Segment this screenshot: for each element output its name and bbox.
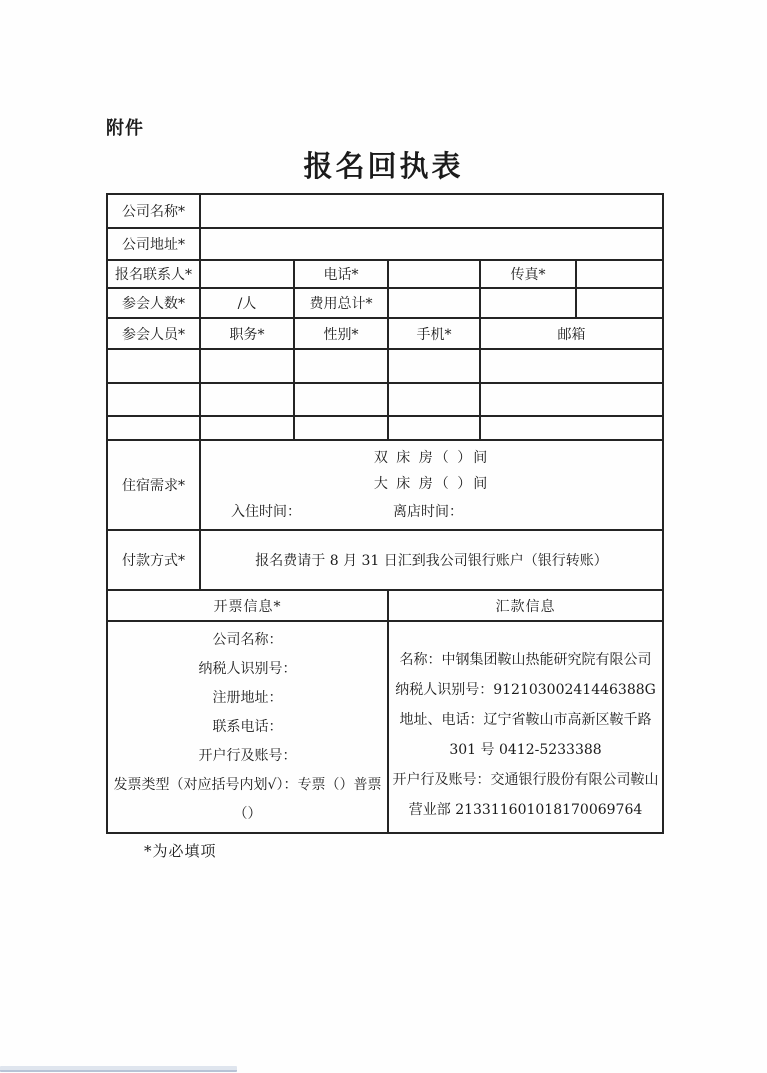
empty-cell [200,383,294,416]
phone-value-cell [388,260,480,288]
attendee-gender-header: 性别* [294,318,388,349]
twin-room-line: 双 床 房（ ）间 [373,450,490,466]
empty-cell [200,349,294,383]
remittance-line: 开户行及账号：交通银行股份有限公司鞍山营业部 213311601018170069764 [392,772,659,818]
invoice-info-header: 开票信息* [107,590,388,621]
attendee-title-header: 职务* [200,318,294,349]
payment-instruction-cell [200,530,663,590]
remittance-info-cell [388,621,663,833]
horizontal-scrollbar-thumb[interactable] [0,1066,237,1072]
phone-label: 电话* [294,260,388,288]
empty-cell [200,416,294,440]
section-header-row [107,590,663,621]
payment-instruction: 报名费请于 8 月 31 日汇到我公司银行账户（银行转账） [255,553,608,569]
empty-cell [480,383,663,416]
attendee-name-header: 参会人员* [107,318,200,349]
accommodation-label: 住宿需求* [107,440,200,530]
empty-cell [388,416,480,440]
empty-cell [480,349,663,383]
remittance-line: 地址、电话：辽宁省鞍山市高新区鞍千路 301 号 0412-5233388 [399,712,652,758]
company-address-label: 公司地址* [107,228,200,260]
payment-label: 付款方式* [107,530,200,590]
table-row [107,288,663,318]
empty-cell [107,383,200,416]
invoice-line: 纳税人识别号： [198,660,297,677]
registration-form-table [106,193,664,834]
invoice-line: 注册地址： [212,689,283,706]
payment-row [107,530,663,590]
empty-cell [294,349,388,383]
invoice-line: 公司名称： [212,631,283,648]
attendee-mobile-header: 手机* [388,318,480,349]
empty-cell [107,349,200,383]
total-fee-value-cell [388,288,480,318]
attendee-empty-row [107,416,663,440]
attendee-empty-row [107,383,663,416]
remittance-line: 纳税人识别号：91210300241446388G [395,682,656,698]
invoice-line: 发票类型（对应括号内划√）：专票（）普票（） [113,776,382,822]
contact-label: 报名联系人* [107,260,200,288]
accommodation-row [107,440,663,530]
attendee-empty-row [107,349,663,383]
section-content-row [107,621,663,833]
king-room-line: 大 床 房（ ）间 [373,476,490,492]
accommodation-cell [200,440,663,530]
empty-cell [294,416,388,440]
attendee-header-row [107,318,663,349]
attendee-email-header: 邮箱 [480,318,663,349]
fax-value-cell [576,260,663,288]
fax-label: 传真* [480,260,576,288]
table-row [107,260,663,288]
remittance-info-header: 汇款信息 [388,590,663,621]
company-name-value-cell [200,194,663,228]
empty-cell [480,288,576,318]
attendee-count-label: 参会人数* [107,288,200,318]
empty-cell [480,416,663,440]
empty-cell [576,288,663,318]
checkout-label: 离店时间： [393,504,463,520]
empty-cell [294,383,388,416]
invoice-line: 联系电话： [212,718,283,735]
remittance-line: 名称：中钢集团鞍山热能研究院有限公司 [399,652,652,668]
company-name-label: 公司名称* [107,194,200,228]
contact-value-cell [200,260,294,288]
checkin-label: 入住时间： [231,504,301,520]
empty-cell [388,383,480,416]
empty-cell [107,416,200,440]
stay-times-line [201,499,662,525]
company-address-value-cell [200,228,663,260]
table-row [107,194,663,228]
table-row [107,228,663,260]
invoice-line: 开户行及账号： [198,747,297,764]
attendee-count-unit: /人 [200,288,294,318]
page-title: 报名回执表 [303,149,464,183]
total-fee-label: 费用总计* [294,288,388,318]
attachment-label: 附件 [106,118,144,139]
required-fields-note: *为必填项 [144,842,217,860]
invoice-info-cell [107,621,388,833]
empty-cell [388,349,480,383]
